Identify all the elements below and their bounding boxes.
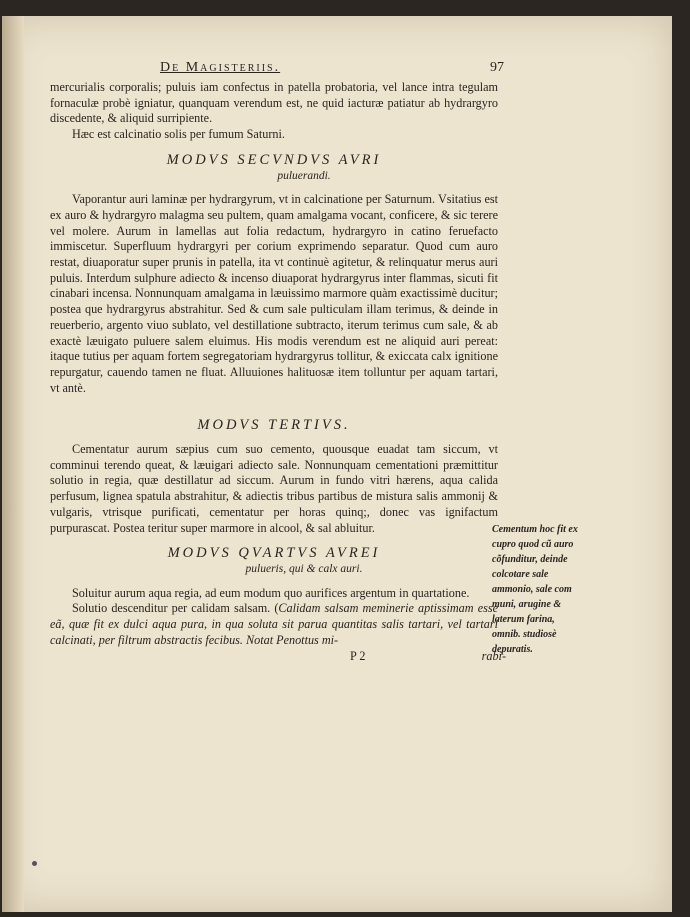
intro-paragraph-2: Hæc est calcinatio solis per fumum Saturni.: [72, 127, 285, 142]
intro-paragraph: mercurialis corporalis; puluis iam confectus in patella probatoria, vel lance intra tegulam fornaculæ probè igniatur, quanquam verendum est, ne quid iacturæ patiatur ab hydrargyro discedente, & aliquid surripiente.: [50, 80, 498, 126]
modus-quartus-subheading: pulueris, qui & calx auri.: [245, 562, 363, 575]
book-page: [2, 16, 672, 912]
modus-secundus-subheading: puluerandi.: [277, 169, 331, 182]
modus-tertius-text: Cementatur aurum sæpius cum suo cemento, quousque euadat tam siccum, vt comminui terendo queat, & læuigari adiecto sale. Nonnunquam cementationi præmittitur solutio in regia, quæ destillatur ad siccum. Aurum in fundo vitri hærens, aqua calida perfusum, lignea spatula abstrahitur, & adiectis tribus partibus de mistura salis ammonij & vulgaris, vtrisque purificati, cementatur per horas quinq;, donec vas ignifactum purpurascat. Postea teritur super marmore in alcool, & sal abluitur.: [50, 442, 498, 535]
modus-quartus-text: Soluitur aurum aqua regia, ad eum modum quo aurifices argentum in quartatione.: [72, 585, 470, 600]
marginal-note: Cementum hoc fit ex cupro quod cũ auro cõfunditur, deinde colcotare sale ammonio, sale com muni, arugine & laterum farina, omnib. studiosè depuratis.: [492, 524, 578, 655]
modus-tertius-heading: MODVS TERTIVS.: [197, 417, 351, 434]
running-title: De Magisteriis.: [160, 60, 281, 75]
modus-secundus-text: Vaporantur auri laminæ per hydrargyrum, vt in calcinatione per Saturnum. Vsitatius est ex auro & hydrargyro malagma seu pultem, quam amalgama vocant, conficere, & sic terere vel molere. Aurum in lamellas aut folia redactum, hydrargyro in catino feruefacto immiscetur. Superfluum hydrargyri per corium exprimendo separatur. Quod cum auro restat, diuaporatur super prunis in patella, ita vt continuè agitetur, & relinquatur merus auri puluis. Interdum sulphure adiecto & incenso diuaporat hydrargyrus inter flammas, sicuti fit cinabari incensa. Nonnunquam amalgama in læuissimo marmore quàm exactissimè ducitur; postea que hydrargyrus abstrahitur. Sed & cum sale pulticulam illam terimus, & deinde in reuerberio, argento viuo sublato, vel destillatione subtracto, iterum terimus cum sale, & ab exactè læuigato puluere salem eluimus. His modis verendum est ne aliquid auri pereat: itaque tutius per aquam fortem segregatoriam hydrargyrus tollitur, & exiccata calx ignitione repurgatur, cauendo tamen ne fluat. Alluuiones halituosæ item tolluntur per aquam tartari, vt antè.: [50, 192, 498, 395]
solutio-italic: Calidam salsam meminerie aptissimam esse eã, quæ fit ex dulci aqua pura, in qua soluta sit parua quantitas salis tartari, vel tartari calcinati, per filtrum abstractis fecibus. Notat Penottus mi-: [50, 601, 498, 647]
page-number: 97: [490, 60, 504, 75]
page-footer: [50, 648, 506, 665]
page-gutter: [2, 16, 24, 912]
modus-secundus-heading: MODVS SECVNDVS AVRI: [166, 151, 382, 168]
text-block: [50, 60, 506, 665]
signature-mark: P 2: [350, 648, 366, 663]
ink-spot: [32, 861, 37, 866]
catchword: rabi-: [481, 648, 506, 663]
modus-quartus-heading: MODVS QVARTVS AVREI: [167, 545, 381, 562]
running-header: [50, 60, 504, 78]
modus-quartus-text-2: [50, 601, 498, 648]
solutio-roman: Solutio descenditur per calidam salsam. (: [72, 601, 279, 616]
